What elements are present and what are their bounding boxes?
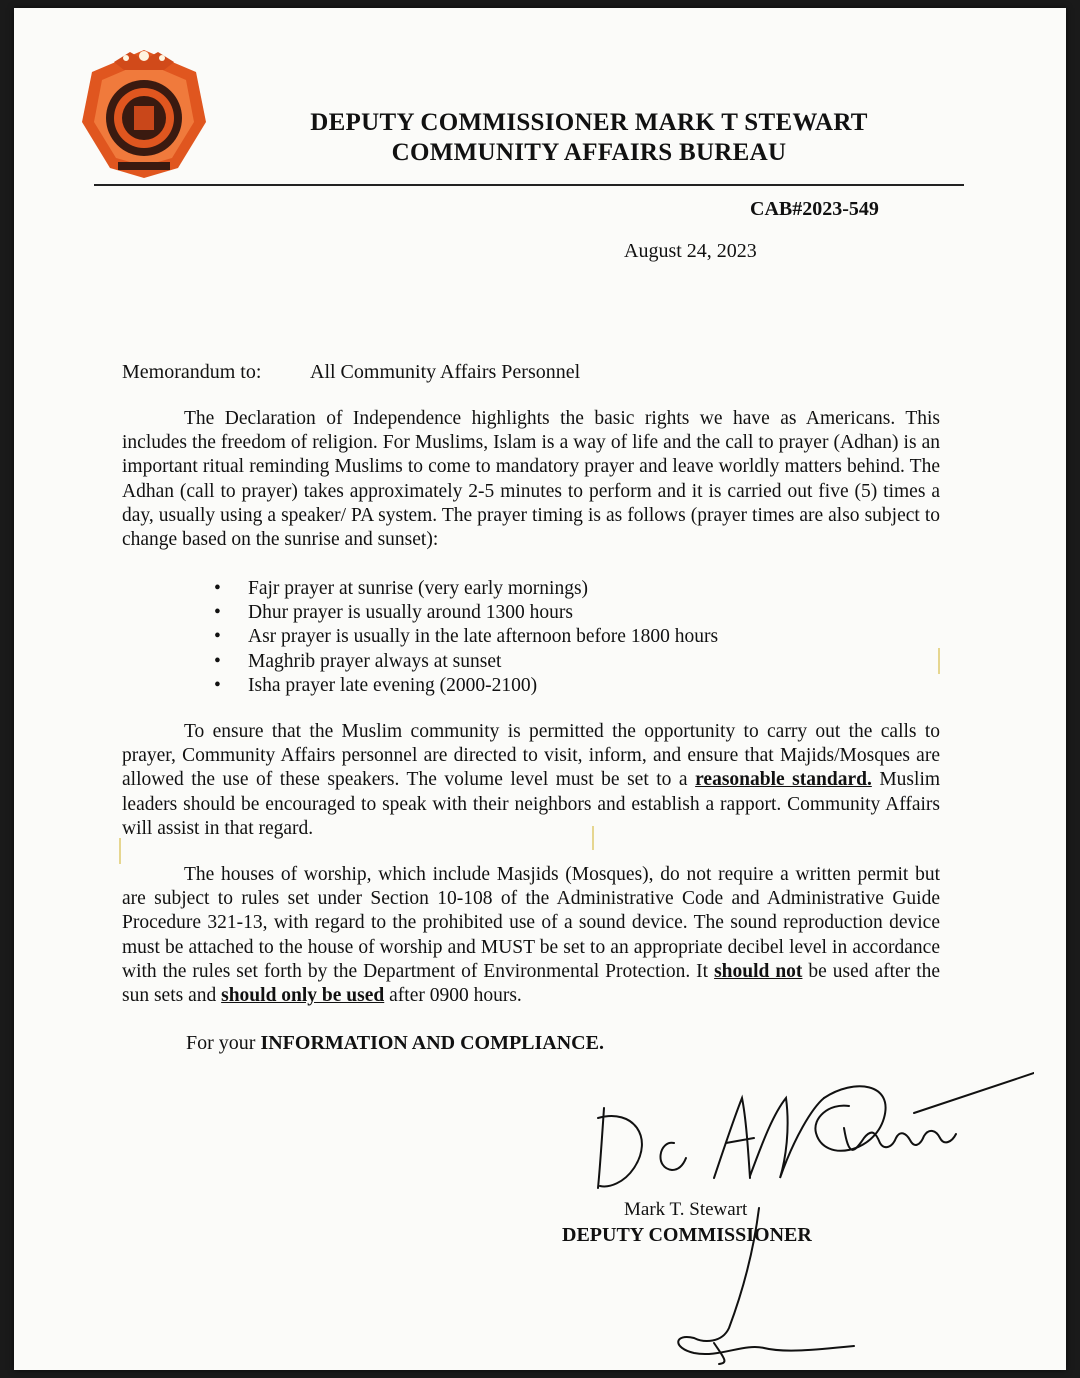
paragraph-regulations-text-mid: be used after the sun sets and [122,960,941,1007]
closing-line [186,1032,604,1055]
list-item: • Isha prayer late evening (2000-2100) [214,674,718,698]
paragraph-directive [122,720,940,841]
paragraph-regulations-text: The houses of worship, which include Masjids (Mosques), do not require a written permit but are subject to rules set under Section 10-108 of the Administrative Code and Administrative Guide Procedure 321-13, with regard to the prohibited use of a sound device. The sound reproduction device must be attached to the house of worship and MUST be set to an appropriate decibel level in accordance with the rules set forth by the Department of Environmental Protection. It [122,864,940,982]
memo-page [14,8,1066,1370]
reference-number: CAB#2023-549 [750,198,879,220]
memo-recipients: All Community Affairs Personnel [310,361,581,383]
letterhead-title: DEPUTY COMMISSIONER MARK T STEWART [310,109,868,136]
signatory-title: DEPUTY COMMISSIONER [562,1224,812,1246]
list-item: • Dhur prayer is usually around 1300 hours [214,601,718,625]
list-item: • Maghrib prayer always at sunset [214,650,718,674]
letterhead-bureau: COMMUNITY AFFAIRS BUREAU [391,139,787,166]
paragraph-directive-text-end: Muslim leaders should be encouraged to speak with their neighbors and establish a rapport. Community Affairs will assist in that regard. [122,769,941,839]
memo-date: August 24, 2023 [624,240,757,262]
memo-label: Memorandum to: [122,361,262,383]
department-seal-icon [74,44,214,184]
memo-line [122,361,581,384]
closing-emphasis: INFORMATION AND COMPLIANCE. [260,1032,604,1054]
header-divider [94,184,964,186]
paragraph-regulations-text-end: after 0900 hours. [389,985,522,1007]
list-item: • Asr prayer is usually in the late afternoon before 1800 hours [214,625,718,649]
paragraph-intro-text: The Declaration of Independence highlights the basic rights we have as Americans. This includes the freedom of religion. For Muslims, Islam is a way of life and the call to prayer (Adhan) is an important ritual reminding Muslims to come to mandatory prayer and leave worldly matters behind. The Adhan (call to prayer) takes approximately 2-5 minutes to perform and it is carried out five (5) times a day, usually using a speaker/ PA system. The prayer timing is as follows (prayer times are also subject to change based on the sunrise and sunset): [122,408,940,551]
list-item: • Fajr prayer at sunrise (very early mornings) [214,577,718,601]
prayer-times-list [214,577,718,698]
paragraph-directive-text: To ensure that the Muslim community is permitted the opportunity to carry out the calls to prayer, Community Affairs personnel are directed to visit, inform, and ensure that Majids/Mosques are allowed the use of these speakers. The volume level must be set to a [122,721,940,791]
emphasis-reasonable-standard: reasonable standard. [695,769,872,791]
paragraph-regulations [122,863,940,1008]
letterhead [214,108,964,168]
closing-prefix: For your [186,1032,256,1054]
emphasis-should-not: should not [714,960,803,982]
signatory-name: Mark T. Stewart [624,1199,748,1220]
emphasis-should-only-be-used: should only be used [221,985,385,1007]
highlighter-mark [119,838,121,864]
highlighter-mark [938,648,940,674]
highlighter-mark [592,826,594,850]
paragraph-intro [122,407,940,552]
